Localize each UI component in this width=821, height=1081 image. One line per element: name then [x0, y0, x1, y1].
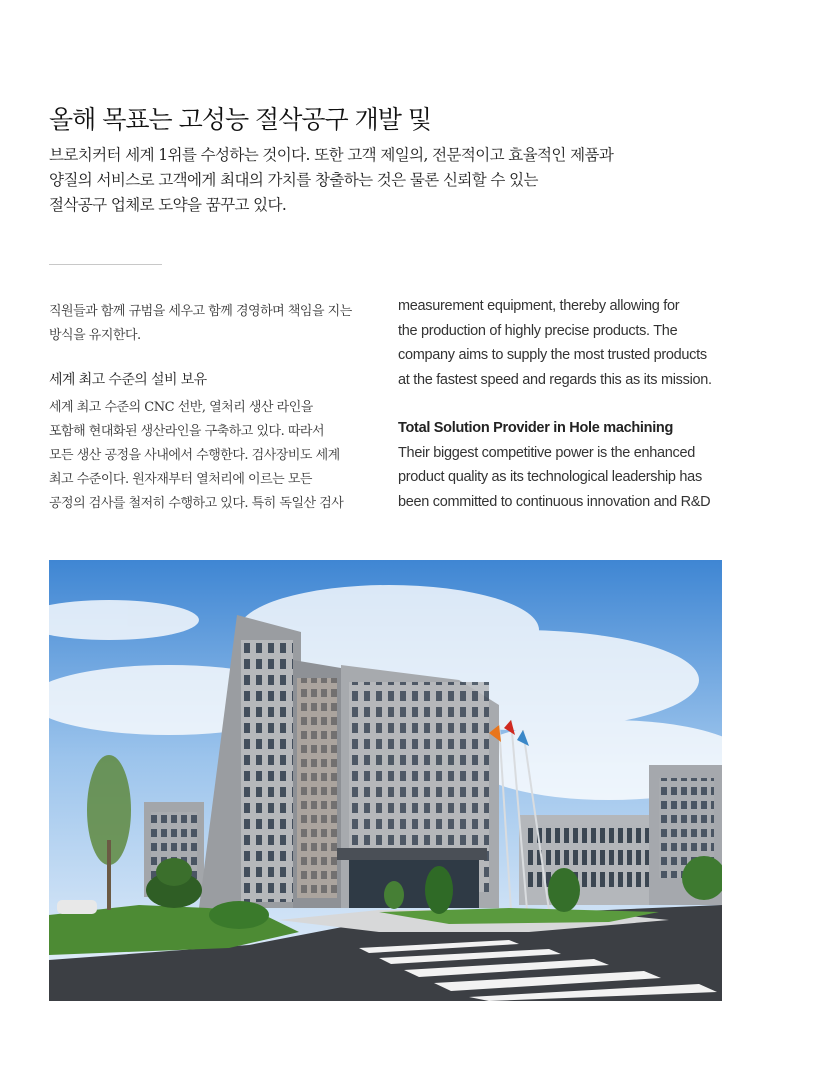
korean-subheading: 세계 최고 수준의 설비 보유 [49, 372, 207, 388]
english-text-line: company aims to supply the most trusted products [398, 347, 707, 363]
parked-car [57, 900, 97, 914]
section-divider [49, 264, 162, 265]
korean-text-line: 포함해 현대화된 생산라인을 구축하고 있다. 따라서 [49, 424, 325, 439]
entrance-canopy [337, 848, 487, 860]
headquarters-photo [49, 560, 722, 1001]
korean-text-line: 모든 생산 공정을 사내에서 수행한다. 검사장비도 세계 [49, 448, 340, 463]
english-subheading: Total Solution Provider in Hole machining [398, 420, 674, 436]
intro-line: 양질의 서비스로 고객에게 최대의 가치를 창출하는 것은 물론 신뢰할 수 있는 [49, 171, 538, 189]
english-text-line: product quality as its technological leadership has [398, 469, 702, 485]
english-text-line: the production of highly precise products. The [398, 322, 678, 339]
intro-line: 절삭공구 업체로 도약을 꿈꾸고 있다. [49, 196, 287, 214]
korean-text-line: 공정의 검사를 철저히 수행하고 있다. 특히 독일산 검사 [49, 496, 344, 511]
english-text-line: measurement equipment, thereby allowing for [398, 298, 680, 314]
english-text-line: at the fastest speed and regards this as its mission. [398, 371, 712, 388]
korean-text-line: 방식을 유지한다. [49, 328, 141, 343]
english-text-line: been committed to continuous innovation and R&D [398, 493, 711, 510]
korean-text-line: 직원들과 함께 규범을 세우고 함께 경영하며 책임을 지는 [49, 304, 352, 319]
intro-line: 브로치커터 세계 1위를 수성하는 것이다. 또한 고객 제일의, 전문적이고 효율적인 제품과 [49, 146, 614, 164]
korean-text-line: 최고 수준이다. 원자재부터 열처리에 이르는 모든 [49, 472, 312, 487]
english-column [398, 294, 738, 514]
english-text-line: Their biggest competitive power is the enhanced [398, 444, 696, 461]
headline: 올해 목표는 고성능 절삭공구 개발 및 [49, 105, 431, 134]
korean-text-line: 세계 최고 수준의 CNC 선반, 열처리 생산 라인을 [49, 400, 313, 415]
intro-paragraph [49, 143, 789, 218]
korean-column [49, 300, 384, 516]
